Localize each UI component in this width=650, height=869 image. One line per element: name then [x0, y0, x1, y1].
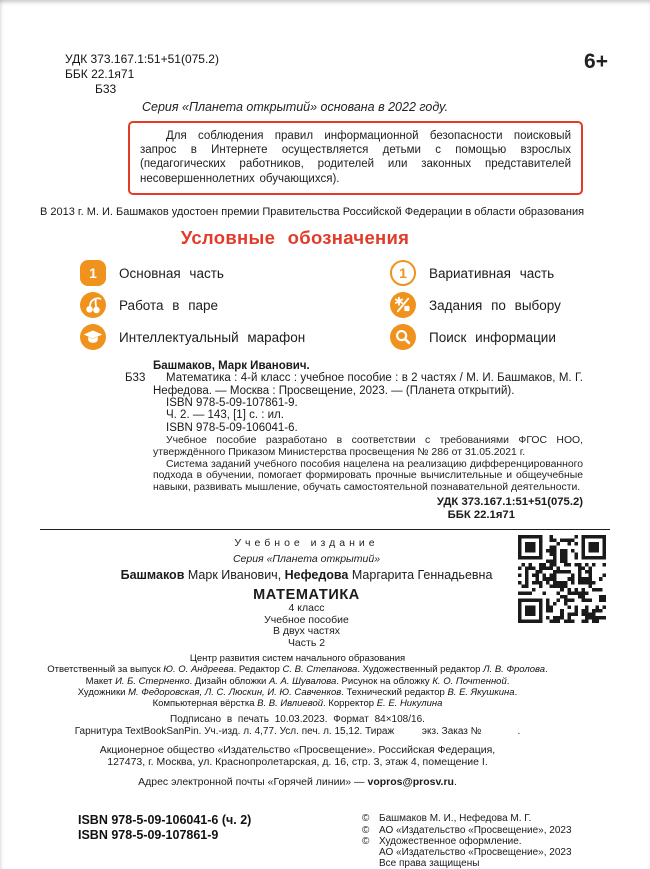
author2-name: Маргарита Геннадьевна: [348, 568, 493, 583]
bib-udk-bottom: УДК 373.167.1:51+51(075.2): [436, 496, 583, 509]
bib-part-line: Ч. 2. — 143, [1] с. : ил.: [166, 409, 284, 422]
parts-line: В двух частях: [272, 625, 341, 638]
credit-line: Художники М. Федоровская, Л. С. Люскин, И. Ю. Савченков. Технический редактор В. Е. Якушкина.: [77, 686, 518, 698]
udk-line: УДК 373.167.1:51+51(075.2): [65, 52, 219, 66]
safety-notice-box: [128, 121, 583, 195]
author1-name: Марк Иванович,: [184, 568, 285, 583]
graduation-cap-icon: [80, 324, 106, 350]
legend-item-variative-part: [390, 260, 610, 287]
icon-glyph: 1: [89, 265, 97, 282]
horizontal-rule: [40, 529, 610, 530]
safety-notice-text: Для соблюдения правил информационной безопасности поисковый запрос в Интернете осуществляется детьми с помощью взрослых (педагогических работников, родителей или законных представителей несовершеннолетних обучающихся).: [140, 130, 571, 185]
legend-item-label: Основная часть: [119, 265, 224, 281]
age-rating-badge: 6+: [584, 50, 608, 73]
bibliographic-card: [125, 360, 583, 522]
legend-item-label: Интеллектуальный марафон: [119, 329, 306, 345]
book-title: МАТЕМАТИКА: [253, 587, 360, 604]
legend-item-search-info: [390, 324, 610, 351]
part-line: Часть 2: [287, 636, 326, 649]
bottom-row: [78, 813, 580, 869]
bib-entry: Математика : 4-й класс : учебное пособие : в 2 частях / М. И. Башмаков, М. Г. Нефедова. — Москва : Просвещение, 2023. — (Планета открытий).: [153, 372, 583, 397]
legend: [80, 260, 610, 351]
bib-isbn-part: ISBN 978-5-09-106041-6.: [166, 421, 298, 434]
bib-bbk-bottom: ББК 22.1я71: [447, 509, 515, 522]
hotline-prefix: Адрес электронной почты «Горячей линии» —: [138, 776, 368, 789]
copyright-text: АО «Издательство «Просвещение», 2023: [379, 824, 572, 836]
credits: [40, 653, 555, 709]
kind-line: Учебное пособие: [264, 613, 349, 626]
series-founded-line: Серия «Планета открытий» основана в 2022 году.: [141, 100, 449, 114]
copyright-text: АО «Издательство «Просвещение», 2023: [379, 847, 572, 858]
edition-series: Серия «Планета открытий»: [232, 553, 381, 566]
isbn-series-line: ISBN 978-5-09-107861-9: [78, 827, 219, 842]
copyright-text: Художественное оформление.: [379, 835, 522, 847]
udk-bbk-block: [65, 52, 610, 97]
credit-line: Компьютерная вёрстка В. В. Ивлиевой. Корректор Е. Е. Никулина: [152, 698, 443, 710]
edition-authors: [95, 568, 518, 582]
bib-isbn-series: ISBN 978-5-09-107861-9.: [166, 397, 298, 410]
legend-title: Условные обозначения: [180, 226, 410, 248]
copyright-row: [362, 836, 580, 847]
credits-and-print: [40, 653, 555, 788]
copyright-row: [362, 858, 580, 869]
isbn-part-line: ISBN 978-5-09-106041-6 (ч. 2): [78, 813, 252, 828]
legend-item-main-part: [80, 260, 390, 287]
legend-item-choice-tasks: [390, 292, 610, 319]
qr-code: [518, 535, 610, 628]
copyright-sign: [362, 847, 379, 858]
copyright-text: Башмаков М. И., Нефедова М. Г.: [379, 813, 532, 825]
print-details-line: Гарнитура TextBookSanPin. Уч.-изд. л. 4,77. Усл. печ. л. 15,12. Тираж экз. Заказ № .: [74, 726, 521, 738]
bib-fgos-note: Учебное пособие разработано в соответствии с требованиями ФГОС НОО, утверждённого Приказом Министерства просвещения № 286 от 31.05.2021 г.: [153, 435, 583, 458]
isbn-block: [78, 813, 251, 842]
award-line: В 2013 г. М. И. Башмаков удостоен премии Правительства Российской Федерации в области образования: [40, 205, 585, 218]
bib-body: [153, 360, 583, 522]
author-sign: Б33: [95, 82, 117, 96]
legend-item-pair-work: [80, 292, 390, 319]
edition-center: [95, 537, 518, 649]
copyright-row: [362, 847, 580, 858]
copyright-text: Все права защищены: [379, 858, 480, 869]
credit-line: Макет И. Б. Стерненко. Дизайн обложки А. А. Шувалова. Рисунок на обложку К. О. Почтенной.: [85, 675, 510, 687]
copyright-sign: ©: [362, 813, 370, 825]
edition-kind: Учебное издание: [234, 537, 379, 550]
icon-glyph: 1: [399, 265, 407, 282]
legend-item-label: Поиск информации: [429, 329, 556, 345]
bbk-line: ББК 22.1я71: [65, 67, 135, 81]
author2-surname: Нефедова: [284, 568, 349, 583]
hotline-email: vopros@prosv.ru: [367, 776, 454, 789]
publisher-line-2: 127473, г. Москва, ул. Краснопролетарская, д. 16, стр. 3, этаж 4, помещение I.: [107, 756, 488, 769]
copyright-row: [362, 825, 580, 836]
edition-block: [40, 537, 610, 649]
top-codes-row: [40, 52, 610, 97]
legend-item-label: Задания по выбору: [429, 297, 561, 313]
hotline-line: [40, 776, 555, 788]
bib-author: Башмаков, Марк Иванович.: [153, 359, 310, 372]
magnifier-icon: [390, 324, 416, 350]
cherries-icon: [80, 292, 106, 318]
hotline-dot: .: [453, 776, 457, 789]
bib-code: Б33: [125, 372, 146, 385]
copyright-sign: ©: [362, 824, 370, 836]
number-one-outline-icon: [390, 260, 416, 286]
number-one-filled-icon: [80, 260, 106, 286]
legend-item-label: Работа в паре: [119, 297, 219, 313]
copyright-sign: ©: [362, 835, 370, 847]
credit-line: Центр развития систем начального образования: [189, 652, 406, 664]
credit-line: Ответственный за выпуск Ю. О. Андреева. Редактор С. В. Степанова. Художественный редактор Л. В. Фролова.: [47, 664, 548, 676]
author1-surname: Башмаков: [120, 568, 185, 583]
bib-system-note: Система заданий учебного пособия нацелена на реализацию дифференцированного подхода в обучении, помогает формировать прочные вычислительные и общеучебные навыки, развивать мышление, обучать самостоятельной познавательной деятельности.: [153, 459, 583, 493]
legend-item-label: Вариативная часть: [429, 265, 555, 281]
copyright-row: [362, 813, 580, 824]
asterisk-square-icon: [390, 292, 416, 318]
legend-item-marathon: [80, 324, 390, 351]
copyright-sign: [362, 858, 379, 869]
publisher-line-1: Акционерное общество «Издательство «Просвещение». Российская Федерация,: [99, 744, 496, 757]
copyright-block: [362, 813, 580, 869]
grade-line: 4 класс: [288, 602, 325, 615]
print-signed-line: Подписано в печать 10.03.2023. Формат 84×108/16.: [170, 714, 425, 726]
